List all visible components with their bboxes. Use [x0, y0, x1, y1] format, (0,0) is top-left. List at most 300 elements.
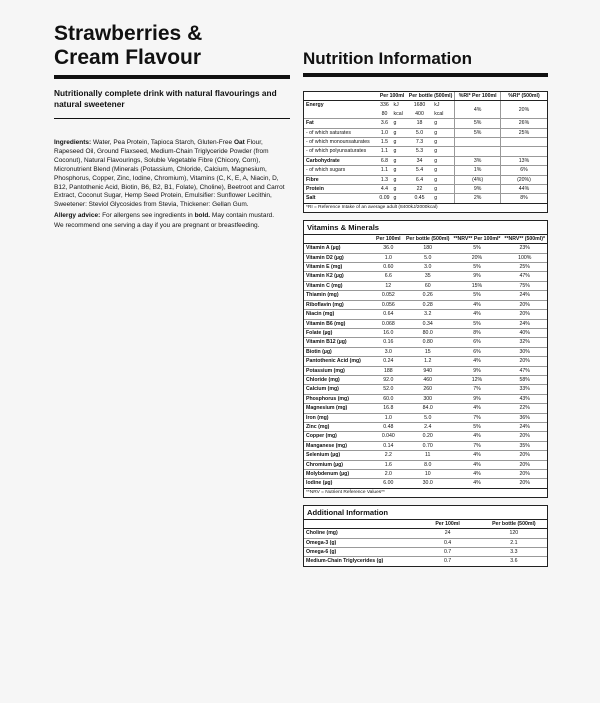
vitamin-row — [304, 347, 547, 356]
vitamin-value-per100: 0.60 — [373, 263, 404, 272]
vitamin-row — [304, 479, 547, 488]
nutrient-value-per100: 6.8 — [377, 156, 391, 165]
vitamin-nrv-perbottle: 24% — [502, 291, 547, 300]
vitamin-label: Magnesium (mg) — [304, 404, 373, 413]
nutrient-unit-perbottle: g — [432, 194, 455, 203]
vitamin-row — [304, 394, 547, 403]
vitamin-nrv-per100: 5% — [452, 244, 503, 253]
vitamin-row — [304, 244, 547, 253]
vitamin-label: Vitamin B6 (mg) — [304, 319, 373, 328]
nutrition-row — [304, 138, 547, 147]
vitamin-nrv-per100: 5% — [452, 319, 503, 328]
vitamin-label: Vitamin E (mg) — [304, 263, 373, 272]
additional-value-perbottle: 120 — [481, 529, 547, 538]
nutrient-value-perbottle: 0.45 — [407, 194, 432, 203]
vitamin-row — [304, 272, 547, 281]
vitamin-row — [304, 422, 547, 431]
nutrient-value-perbottle: 6.4 — [407, 175, 432, 184]
additional-label: Medium-Chain Triglycerides (g) — [304, 557, 414, 566]
nutrient-value-per100: 0.09 — [379, 195, 390, 202]
vitamin-label: Vitamin C (mg) — [304, 281, 373, 290]
nutrient-unit-per100: g — [392, 119, 407, 128]
nutrient-unit-per100: g — [392, 194, 407, 203]
nutrient-unit-per100: g — [392, 128, 407, 137]
vitamin-row — [304, 460, 547, 469]
ingredients-part1: Water, Pea Protein, Tapioca Starch, Gluten-Free — [93, 139, 233, 146]
vitamins-footnote: **NRV = Nutrient Reference Values** — [304, 488, 547, 497]
vitamin-nrv-perbottle: 20% — [502, 470, 547, 479]
vitamin-nrv-perbottle: 20% — [502, 357, 547, 366]
vitamin-label: Vitamin B12 (µg) — [304, 338, 373, 347]
vitamin-nrv-per100: 4% — [452, 310, 503, 319]
nutrient-unit-per100: g — [392, 175, 407, 184]
vitamin-label: Selenium (µg) — [304, 451, 373, 460]
allergy-advice — [54, 211, 290, 220]
vitamin-value-per100: 0.052 — [373, 291, 404, 300]
vitamin-value-per100: 16.0 — [373, 328, 404, 337]
nutrient-ri-per100: 1% — [455, 166, 501, 175]
vitamin-value-perbottle: 60 — [404, 281, 452, 290]
nutrient-ri-perbottle: 8% — [500, 194, 547, 203]
additional-row — [304, 548, 547, 557]
vitamin-label: Copper (mg) — [304, 432, 373, 441]
vitamin-nrv-per100: 4% — [452, 451, 503, 460]
vitamin-value-perbottle: 0.34 — [404, 319, 452, 328]
vitamin-nrv-perbottle: 33% — [502, 385, 547, 394]
nutrition-header-ri100: %RI* Per 100ml — [455, 92, 501, 101]
additional-value-per100: 0.7 — [414, 557, 480, 566]
vitamin-value-perbottle: 0.80 — [404, 338, 452, 347]
vitamin-row — [304, 310, 547, 319]
vitamin-value-per100: 3.0 — [373, 347, 404, 356]
vitamin-label: Biotin (µg) — [304, 347, 373, 356]
energy-ri100: 4% — [455, 101, 501, 119]
vitamin-value-per100: 1.6 — [373, 460, 404, 469]
nutrient-value-per100: 1.3 — [377, 175, 391, 184]
vitamin-nrv-perbottle: 24% — [502, 319, 547, 328]
nutrient-label: - of which polyunsaturates — [304, 147, 377, 156]
vitamin-row — [304, 470, 547, 479]
vitamin-value-per100: 0.14 — [373, 441, 404, 450]
vitamin-nrv-per100: 4% — [452, 460, 503, 469]
vitamins-table — [304, 235, 547, 488]
energy-kcal100: 80 — [381, 110, 388, 117]
vitamin-nrv-perbottle: 20% — [502, 479, 547, 488]
nutrient-value-per100: 1.1 — [377, 147, 391, 156]
nutrition-row — [304, 156, 547, 165]
nutrient-unit-per100: g — [392, 156, 407, 165]
vitamin-row — [304, 338, 547, 347]
vitamin-value-per100: 6.6 — [373, 272, 404, 281]
additional-row — [304, 557, 547, 566]
nutrient-value-per100: 4.4 — [377, 185, 391, 194]
additional-rows — [304, 529, 547, 566]
vitamin-value-per100: 92.0 — [373, 375, 404, 384]
nutrition-panel — [303, 48, 548, 574]
nutrient-ri-perbottle: 44% — [500, 185, 547, 194]
nutrient-label: Protein — [304, 185, 377, 194]
vitamin-nrv-perbottle: 20% — [502, 451, 547, 460]
vitamin-value-per100: 16.8 — [373, 404, 404, 413]
vitamin-nrv-per100: 5% — [452, 422, 503, 431]
nutrition-row — [304, 185, 547, 194]
vitamin-value-perbottle: 30.0 — [404, 479, 452, 488]
vitamin-value-perbottle: 940 — [404, 366, 452, 375]
vitamin-row — [304, 253, 547, 262]
vitamin-row — [304, 432, 547, 441]
vitamin-nrv-perbottle: 40% — [502, 328, 547, 337]
additional-label: Choline (mg) — [304, 529, 414, 538]
vitamin-value-perbottle: 8.0 — [404, 460, 452, 469]
nutrient-value-perbottle: 22 — [407, 185, 432, 194]
nutrient-ri-per100 — [455, 147, 501, 156]
vitamins-header-row — [304, 235, 547, 244]
vitamin-nrv-per100: 4% — [452, 432, 503, 441]
nutrient-ri-per100: (4%) — [455, 175, 501, 184]
vitamin-value-perbottle: 0.20 — [404, 432, 452, 441]
energy-label: Energy — [306, 102, 324, 109]
vitamin-nrv-per100: 7% — [452, 441, 503, 450]
vitamin-value-perbottle: 2.4 — [404, 422, 452, 431]
vitamin-value-perbottle: 260 — [404, 385, 452, 394]
vitamin-value-perbottle: 1.2 — [404, 357, 452, 366]
vitamin-label: Phosphorus (mg) — [304, 394, 373, 403]
additional-header-per100: Per 100ml — [414, 520, 480, 529]
vitamin-nrv-per100: 7% — [452, 385, 503, 394]
vitamin-label: Vitamin A (µg) — [304, 244, 373, 253]
ingredients-label: Ingredients: — [54, 139, 92, 146]
vitamin-nrv-perbottle: 75% — [502, 281, 547, 290]
vitamin-value-perbottle: 3.2 — [404, 310, 452, 319]
ingredients-part2: Flour, Rapeseed Oil, Ground Flaxseed, Medium-Chain Triglyceride Powder (from Coconut), Natural Flavourings, Soluble Vegetable Fibre (Chicory, Corn), Micronutrient Blend (Minerals (Potassium, Chloride, Calcium, Magnesium, Phosphorus, Copper, Zinc, Iodine, Chromium), Vitamins (C, K, E, A, Niacin, D, B12, Pantothenic Acid, Biotin, B6, B2, B1, Folate), Choline), Beetroot and Carrot Extract, Coconut Sugar, Hemp Seed Protein, Emulsifier: Sunflower Lecithin, Sweetener: Steviol Glycosides from Stevia, Thickener: Gellan Gum. — [54, 139, 285, 209]
vitamin-value-per100: 12 — [373, 281, 404, 290]
vitamin-value-per100: 0.48 — [373, 422, 404, 431]
nutrient-value-perbottle: 34 — [407, 156, 432, 165]
vitamins-header-perbottle: Per bottle (500ml) — [405, 235, 450, 242]
vitamin-nrv-per100: 8% — [452, 328, 503, 337]
vitamin-nrv-per100: 4% — [452, 404, 503, 413]
nutrient-unit-per100: g — [392, 166, 407, 175]
additional-table-box — [303, 505, 548, 567]
vitamin-nrv-per100: 20% — [452, 253, 503, 262]
nutrient-ri-per100: 9% — [455, 185, 501, 194]
additional-title: Additional Information — [304, 506, 547, 520]
vitamin-nrv-perbottle: 24% — [502, 422, 547, 431]
nutrition-header-per100: Per 100ml — [377, 92, 406, 101]
nutrient-ri-per100: 2% — [455, 194, 501, 203]
nutrient-ri-per100: 5% — [455, 128, 501, 137]
vitamin-nrv-perbottle: 20% — [502, 460, 547, 469]
nutrition-header-perbottle: Per bottle (500ml) — [407, 92, 455, 101]
nutrient-value-per100: 1.5 — [377, 138, 391, 147]
additional-header-row — [304, 520, 547, 529]
vitamin-nrv-perbottle: 100% — [502, 253, 547, 262]
vitamin-value-perbottle: 5.0 — [404, 413, 452, 422]
vitamin-nrv-perbottle: 22% — [502, 404, 547, 413]
vitamin-nrv-per100: 4% — [452, 470, 503, 479]
additional-label: Omega-6 (g) — [304, 548, 414, 557]
additional-value-per100: 24 — [414, 529, 480, 538]
additional-row — [304, 529, 547, 538]
nutrition-footnote: *RI = Reference Intake of an average adult (8400kJ/2000kcal) — [304, 203, 547, 212]
vitamin-value-per100: 2.2 — [373, 451, 404, 460]
product-subtitle: Nutritionally complete drink with natural flavourings and natural sweetener — [54, 88, 277, 109]
vitamin-row — [304, 441, 547, 450]
subtitle-divider — [54, 118, 290, 119]
additional-value-perbottle: 2.1 — [481, 538, 547, 547]
nutrient-label: Fat — [304, 119, 377, 128]
vitamin-label: Iron (mg) — [304, 413, 373, 422]
nutrition-row — [304, 194, 547, 203]
additional-row — [304, 538, 547, 547]
vitamin-value-perbottle: 0.26 — [404, 291, 452, 300]
vitamin-value-per100: 0.056 — [373, 300, 404, 309]
vitamin-row — [304, 357, 547, 366]
vitamin-row — [304, 385, 547, 394]
nutrient-value-per100: 1.0 — [377, 128, 391, 137]
vitamin-nrv-perbottle: 35% — [502, 441, 547, 450]
vitamin-nrv-per100: 5% — [452, 291, 503, 300]
vitamin-value-per100: 2.0 — [373, 470, 404, 479]
additional-value-per100: 0.7 — [414, 548, 480, 557]
additional-label: Omega-3 (g) — [304, 538, 414, 547]
vitamin-label: Folate (µg) — [304, 328, 373, 337]
nutrition-title: Nutrition Information — [303, 49, 473, 68]
vitamin-value-per100: 52.0 — [373, 385, 404, 394]
nutrient-value-perbottle: 18 — [407, 119, 432, 128]
nutrient-unit-perbottle: g — [432, 185, 455, 194]
vitamin-row — [304, 291, 547, 300]
vitamin-value-per100: 60.0 — [373, 394, 404, 403]
vitamin-value-perbottle: 300 — [404, 394, 452, 403]
product-panel — [54, 22, 290, 230]
nutrition-table-box — [303, 91, 548, 213]
nutrient-value-perbottle: 7.3 — [407, 138, 432, 147]
vitamin-label: Vitamin K2 (µg) — [304, 272, 373, 281]
nutrient-unit-perbottle: g — [432, 166, 455, 175]
vitamin-label: Chloride (mg) — [304, 375, 373, 384]
nutrient-ri-perbottle: 6% — [500, 166, 547, 175]
additional-value-per100: 0.4 — [414, 538, 480, 547]
vitamin-nrv-perbottle: 25% — [502, 263, 547, 272]
vitamin-row — [304, 413, 547, 422]
vitamin-row — [304, 328, 547, 337]
nutrient-ri-perbottle — [500, 138, 547, 147]
nutrient-label: Salt — [304, 194, 377, 203]
energy-rib: 20% — [500, 101, 547, 119]
vitamin-nrv-per100: 9% — [452, 394, 503, 403]
nutrient-unit-perbottle: g — [432, 147, 455, 156]
vitamin-nrv-perbottle: 47% — [502, 272, 547, 281]
vitamin-nrv-perbottle: 20% — [502, 432, 547, 441]
product-title — [54, 22, 290, 70]
nutrient-ri-per100: 5% — [455, 119, 501, 128]
allergy-part1: For allergens see ingredients in — [102, 212, 193, 220]
vitamin-value-perbottle: 0.28 — [404, 300, 452, 309]
vitamin-value-per100: 0.24 — [373, 357, 404, 366]
energy-kj100: 336 — [380, 102, 389, 109]
nutrient-unit-perbottle: g — [432, 119, 455, 128]
ingredients-oat: Oat — [233, 139, 245, 146]
vitamin-row — [304, 300, 547, 309]
vitamins-table-box — [303, 220, 548, 498]
nutrition-header-blank — [304, 92, 377, 101]
nutrient-value-perbottle: 5.4 — [407, 166, 432, 175]
vitamins-title: Vitamins & Minerals — [304, 221, 547, 235]
vitamin-value-perbottle: 35 — [404, 272, 452, 281]
vitamins-header-blank — [304, 235, 373, 244]
energy-kcalb: 400 — [415, 110, 424, 117]
vitamin-value-perbottle: 15 — [404, 347, 452, 356]
vitamin-row — [304, 281, 547, 290]
vitamin-nrv-perbottle: 20% — [502, 310, 547, 319]
vitamin-nrv-per100: 15% — [452, 281, 503, 290]
vitamin-label: Vitamin D2 (µg) — [304, 253, 373, 262]
vitamin-nrv-per100: 4% — [452, 357, 503, 366]
additional-value-perbottle: 3.3 — [481, 548, 547, 557]
energy-kjb-unit: kJ — [434, 102, 440, 109]
vitamin-label: Potassium (mg) — [304, 366, 373, 375]
vitamin-value-per100: 0.068 — [373, 319, 404, 328]
vitamin-nrv-perbottle: 23% — [502, 244, 547, 253]
energy-kcal100-unit: kcal — [393, 110, 403, 117]
vitamin-nrv-per100: 6% — [452, 338, 503, 347]
vitamins-header-nrv100: **NRV** Per 100ml* — [453, 235, 501, 242]
nutrition-row — [304, 175, 547, 184]
vitamin-label: Riboflavin (mg) — [304, 300, 373, 309]
nutrient-ri-per100: 3% — [455, 156, 501, 165]
vitamin-value-perbottle: 84.0 — [404, 404, 452, 413]
nutrient-value-perbottle: 5.0 — [407, 128, 432, 137]
vitamin-row — [304, 319, 547, 328]
additional-table — [304, 520, 547, 566]
nutrient-value-per100: 1.1 — [377, 166, 391, 175]
nutrient-ri-perbottle: 13% — [500, 156, 547, 165]
vitamin-nrv-per100: 5% — [452, 263, 503, 272]
nutrient-ri-perbottle — [500, 147, 547, 156]
nutrient-unit-perbottle: g — [432, 128, 455, 137]
product-title-line1: Strawberries & — [54, 22, 203, 45]
energy-kj100-unit: kJ — [393, 102, 399, 109]
nutrition-rows — [304, 119, 547, 203]
vitamin-nrv-per100: 9% — [452, 366, 503, 375]
nutrient-unit-perbottle: g — [432, 156, 455, 165]
nutrient-unit-per100: g — [392, 138, 407, 147]
vitamin-nrv-per100: 7% — [452, 413, 503, 422]
vitamin-nrv-perbottle: 43% — [502, 394, 547, 403]
vitamin-value-per100: 0.64 — [373, 310, 404, 319]
vitamin-nrv-perbottle: 20% — [502, 300, 547, 309]
vitamin-label: Chromium (µg) — [304, 460, 373, 469]
vitamin-nrv-per100: 4% — [452, 300, 503, 309]
nutrient-ri-per100 — [455, 138, 501, 147]
nutrient-unit-per100: g — [392, 185, 407, 194]
energy-row-kj — [304, 101, 547, 110]
energy-kcalb-unit: kcal — [434, 110, 444, 117]
nutrition-header-row — [304, 92, 547, 101]
recommendation-text: We recommend one serving a day if you are pregnant or breastfeeding. — [54, 222, 260, 230]
vitamin-nrv-per100: 4% — [452, 479, 503, 488]
nutrient-value-per100: 3.6 — [377, 119, 391, 128]
vitamin-nrv-per100: 6% — [452, 347, 503, 356]
nutrient-ri-perbottle: 26% — [500, 119, 547, 128]
vitamins-header-nrvbottle: **NRV** (500ml)* — [502, 235, 547, 244]
vitamin-nrv-perbottle: 58% — [502, 375, 547, 384]
vitamins-header-per100: Per 100ml — [373, 235, 404, 244]
vitamin-label: Niacin (mg) — [304, 310, 373, 319]
vitamin-label: Iodine (µg) — [304, 479, 373, 488]
allergy-bold: bold. — [194, 212, 211, 220]
nutrient-label: - of which saturates — [304, 128, 377, 137]
vitamin-value-per100: 6.00 — [373, 479, 404, 488]
vitamin-value-perbottle: 0.70 — [404, 441, 452, 450]
vitamin-value-perbottle: 3.0 — [404, 263, 452, 272]
vitamin-label: Molybdenum (µg) — [304, 470, 373, 479]
nutrition-row — [304, 166, 547, 175]
nutrition-table — [304, 92, 547, 203]
nutrient-label: Fibre — [304, 175, 377, 184]
vitamin-nrv-per100: 12% — [452, 375, 503, 384]
vitamin-value-perbottle: 5.0 — [404, 253, 452, 262]
energy-kjb: 1680 — [413, 102, 426, 109]
vitamin-label: Zinc (mg) — [304, 422, 373, 431]
nutrition-divider — [303, 73, 548, 77]
vitamin-value-per100: 1.0 — [373, 253, 404, 262]
nutrient-unit-perbottle: g — [432, 138, 455, 147]
nutrition-row — [304, 119, 547, 128]
allergy-part2: May contain mustard. — [211, 212, 275, 220]
nutrient-label: - of which sugars — [304, 166, 377, 175]
nutrient-ri-perbottle: 25% — [500, 128, 547, 137]
vitamin-row — [304, 404, 547, 413]
vitamin-nrv-perbottle: 47% — [502, 366, 547, 375]
vitamin-value-per100: 188 — [373, 366, 404, 375]
additional-value-perbottle: 3.6 — [481, 557, 547, 566]
vitamin-value-per100: 0.16 — [373, 338, 404, 347]
vitamin-row — [304, 375, 547, 384]
nutrient-value-perbottle: 5.3 — [407, 147, 432, 156]
vitamin-value-perbottle: 180 — [404, 244, 452, 253]
vitamin-value-perbottle: 11 — [404, 451, 452, 460]
nutrient-unit-per100: g — [392, 147, 407, 156]
nutrition-row — [304, 147, 547, 156]
vitamin-nrv-per100: 9% — [452, 272, 503, 281]
additional-header-blank — [304, 520, 414, 529]
vitamin-rows — [304, 244, 547, 488]
nutrient-ri-perbottle: (20%) — [500, 175, 547, 184]
vitamin-label: Manganese (mg) — [304, 441, 373, 450]
nutrition-row — [304, 128, 547, 137]
vitamin-value-per100: 0.040 — [373, 432, 404, 441]
additional-header-perbottle: Per bottle (500ml) — [481, 520, 547, 529]
vitamin-value-per100: 36.0 — [373, 244, 404, 253]
allergy-label: Allergy advice: — [54, 212, 101, 220]
ingredients-text — [54, 139, 290, 210]
vitamin-row — [304, 451, 547, 460]
vitamin-value-perbottle: 80.0 — [404, 328, 452, 337]
nutrient-unit-perbottle: g — [432, 175, 455, 184]
vitamin-label: Calcium (mg) — [304, 385, 373, 394]
vitamin-value-per100: 1.0 — [373, 413, 404, 422]
nutrient-label: Carbohydrate — [304, 156, 377, 165]
vitamin-label: Thiamin (mg) — [304, 291, 373, 300]
product-title-line2: Cream Flavour — [54, 46, 202, 69]
vitamin-row — [304, 263, 547, 272]
nutrient-label: - of which monounsaturates — [304, 138, 377, 147]
vitamin-nrv-perbottle: 36% — [502, 413, 547, 422]
vitamin-row — [304, 366, 547, 375]
vitamin-label: Pantothenic Acid (mg) — [304, 357, 373, 366]
